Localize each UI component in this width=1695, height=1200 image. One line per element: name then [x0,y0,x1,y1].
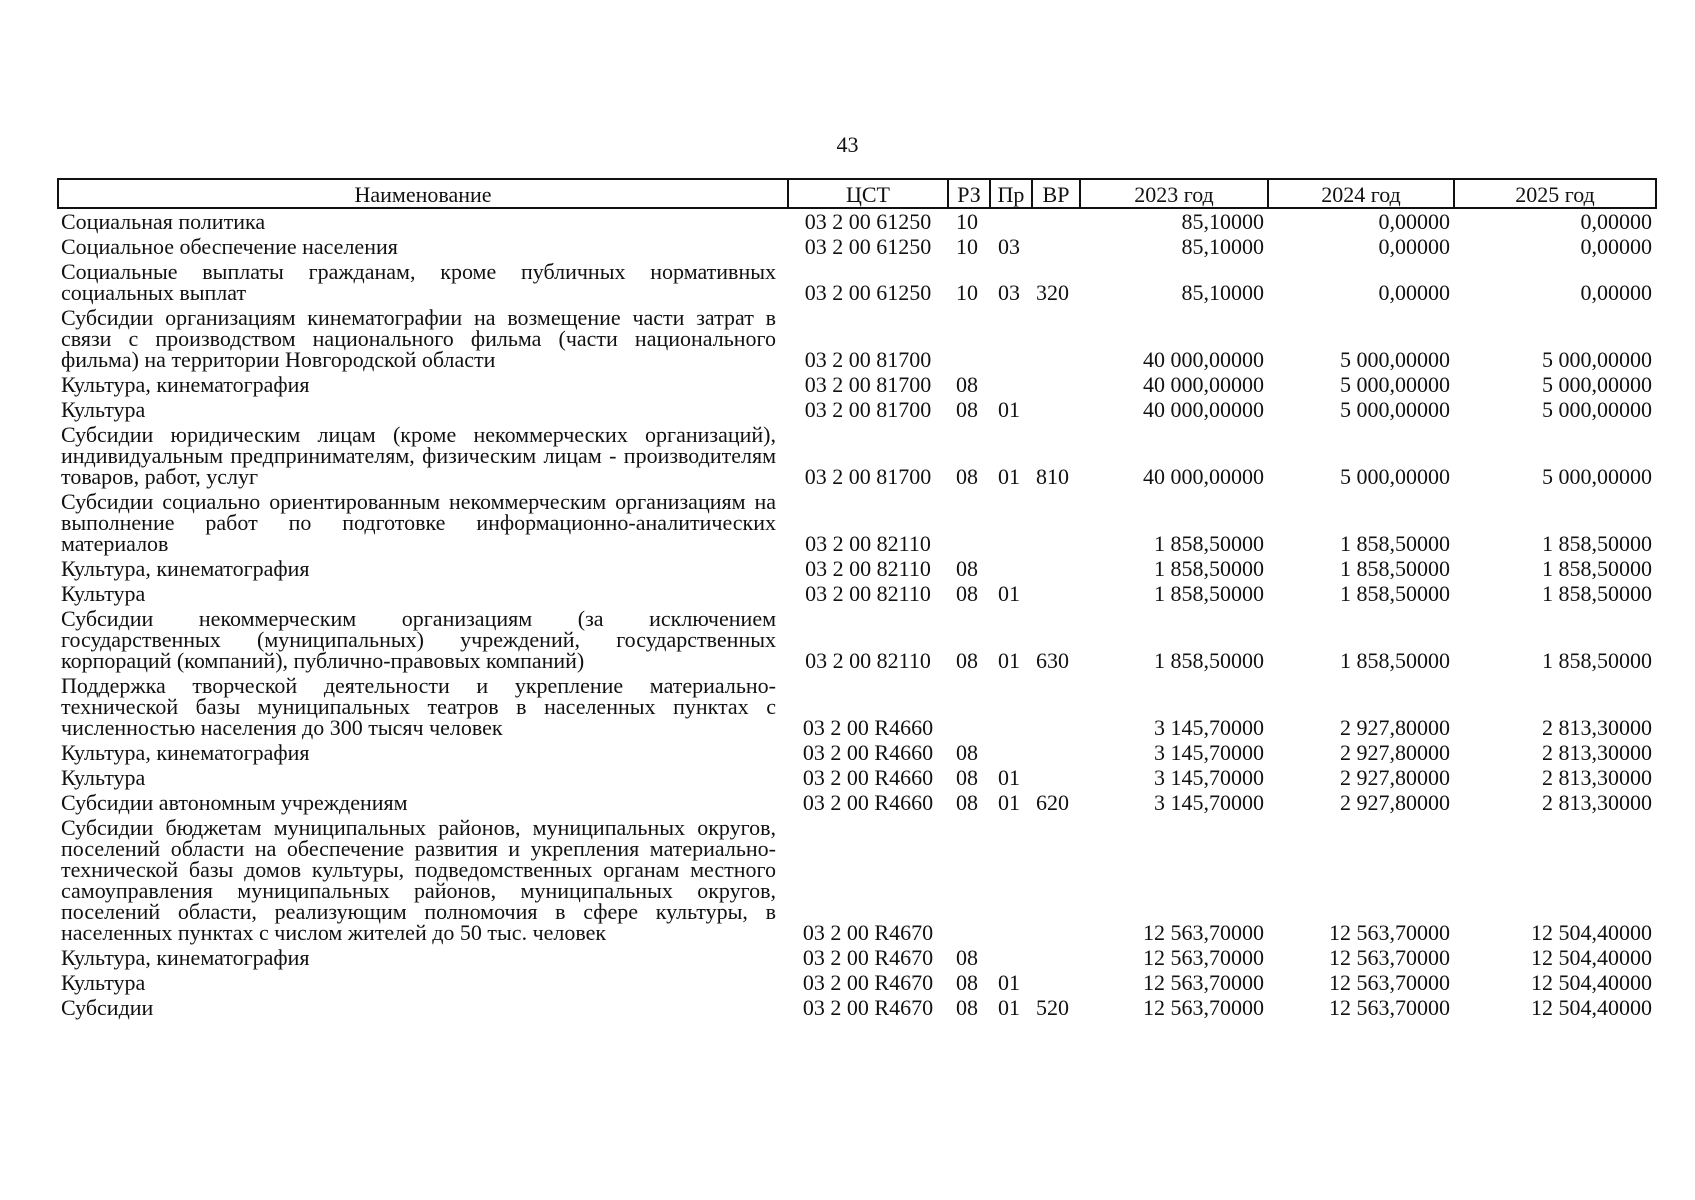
row-value-2025: 1 858,50000 [1542,581,1652,606]
row-name: Субсидии организациям кинематографии на возмещение части затрат в связи с производством национального фильма (части национального фильма) на территории Новгородской области [61,305,776,372]
row-value-2025: 5 000,00000 [1542,397,1652,422]
row-rz: 08 [956,970,978,995]
page-number: 43 [836,132,859,157]
row-rz: 08 [956,740,978,765]
row-value-2025: 2 813,30000 [1542,765,1652,790]
header-2023: 2023 год [1080,179,1268,208]
row-value-2023: 1 858,50000 [1154,581,1264,606]
row-pr: 01 [998,648,1020,673]
row-value-2025: 12 504,40000 [1531,995,1652,1020]
table-row [58,422,1656,489]
row-vr [1032,372,1080,397]
row-rz: 08 [956,648,978,673]
row-value-2023: 12 563,70000 [1143,920,1264,945]
row-rz: 08 [956,397,978,422]
row-value-2025: 1 858,50000 [1542,531,1652,556]
row-pr [990,740,1032,765]
row-value-2025: 0,00000 [1580,234,1652,259]
row-value-2023: 3 145,70000 [1154,790,1264,815]
row-name: Субсидии автономным учреждениям [61,790,408,815]
table-row [58,606,1656,673]
row-name: Субсидии юридическим лицам (кроме некоммерческих организаций), индивидуальным предпринимателям, физическим лицам - производителям товаров, работ, услуг [61,422,776,489]
row-vr [1032,234,1080,259]
row-value-2024: 12 563,70000 [1329,945,1450,970]
row-cst: 03 2 00 R4670 [802,945,934,970]
row-cst: 03 2 00 81700 [804,347,932,372]
row-value-2024: 0,00000 [1378,280,1450,305]
row-value-2023: 3 145,70000 [1154,740,1264,765]
row-pr [990,945,1032,970]
table-body [58,208,1656,1020]
row-name: Поддержка творческой деятельности и укрепление материально-технической базы муниципальных театров в населенных пунктах с численностью населения до 300 тысяч человек [61,673,776,740]
row-value-2024: 1 858,50000 [1340,581,1450,606]
row-value-2024: 5 000,00000 [1340,347,1450,372]
table-row [58,740,1656,765]
table-row [58,970,1656,995]
row-value-2025: 2 813,30000 [1542,715,1652,740]
row-value-2023: 1 858,50000 [1154,531,1264,556]
row-pr: 01 [998,464,1020,489]
header-pr: Пр [990,179,1032,208]
row-value-2025: 5 000,00000 [1542,464,1652,489]
header-vr: ВР [1032,179,1080,208]
budget-table [57,178,1657,1020]
row-cst: 03 2 00 R4670 [802,995,934,1020]
row-cst: 03 2 00 82110 [805,556,931,581]
row-pr: 01 [998,397,1020,422]
row-cst: 03 2 00 81700 [804,397,932,422]
row-value-2025: 0,00000 [1580,209,1652,234]
header-2025: 2025 год [1454,179,1656,208]
row-rz: 10 [956,234,978,259]
row-value-2023: 1 858,50000 [1154,556,1264,581]
row-rz [948,673,990,740]
table-header [58,179,1656,208]
row-value-2025: 1 858,50000 [1542,556,1652,581]
row-value-2024: 12 563,70000 [1329,920,1450,945]
row-rz: 08 [956,581,978,606]
row-value-2024: 0,00000 [1378,234,1450,259]
row-pr: 01 [998,581,1020,606]
table-row [58,489,1656,556]
row-value-2024: 1 858,50000 [1340,531,1450,556]
row-value-2024: 0,00000 [1378,209,1450,234]
table-row [58,305,1656,372]
row-name: Социальная политика [61,209,266,234]
row-pr: 01 [998,995,1020,1020]
row-value-2023: 40 000,00000 [1143,347,1264,372]
row-pr [990,372,1032,397]
table-row [58,259,1656,305]
row-name: Субсидии социально ориентированным некоммерческим организациям на выполнение работ по подготовке информационно-аналитических материалов [61,489,776,556]
row-vr [1032,970,1080,995]
row-vr: 630 [1036,648,1069,673]
row-cst: 03 2 00 R4670 [802,920,934,945]
table-row [58,234,1656,259]
table-row [58,673,1656,740]
table-row [58,765,1656,790]
row-value-2024: 1 858,50000 [1340,556,1450,581]
row-rz: 08 [956,372,978,397]
row-value-2023: 85,10000 [1181,209,1264,234]
table-row [58,995,1656,1020]
table-row [58,208,1656,234]
row-value-2024: 1 858,50000 [1340,648,1450,673]
row-value-2024: 2 927,80000 [1340,790,1450,815]
row-vr [1032,673,1080,740]
row-vr [1032,208,1080,234]
row-pr: 01 [998,970,1020,995]
row-vr [1032,305,1080,372]
row-value-2025: 5 000,00000 [1542,372,1652,397]
row-cst: 03 2 00 82110 [805,581,931,606]
header-rz: РЗ [948,179,990,208]
row-rz: 08 [956,464,978,489]
row-name: Социальные выплаты гражданам, кроме публичных нормативных социальных выплат [61,259,776,305]
row-value-2024: 12 563,70000 [1329,995,1450,1020]
row-name: Культура, кинематография [61,945,310,970]
table-row [58,397,1656,422]
row-pr [990,815,1032,945]
row-value-2024: 5 000,00000 [1340,372,1450,397]
header-2024: 2024 год [1268,179,1454,208]
row-vr [1032,765,1080,790]
row-rz: 10 [956,280,978,305]
row-rz: 08 [956,790,978,815]
row-vr [1032,397,1080,422]
row-value-2025: 12 504,40000 [1531,920,1652,945]
row-pr [990,208,1032,234]
row-name: Социальное обеспечение населения [61,234,398,259]
row-value-2023: 1 858,50000 [1154,648,1264,673]
table-row [58,556,1656,581]
row-name: Субсидии [61,995,154,1020]
row-vr: 620 [1036,790,1069,815]
table-row [58,945,1656,970]
row-value-2024: 2 927,80000 [1340,765,1450,790]
row-value-2024: 5 000,00000 [1340,464,1450,489]
row-value-2023: 3 145,70000 [1154,765,1264,790]
row-name: Культура [61,397,146,422]
row-cst: 03 2 00 81700 [804,464,932,489]
row-vr [1032,489,1080,556]
row-value-2025: 12 504,40000 [1531,970,1652,995]
row-pr: 01 [998,790,1020,815]
row-value-2023: 40 000,00000 [1143,397,1264,422]
table-row [58,372,1656,397]
row-name: Культура [61,765,146,790]
row-rz: 08 [956,995,978,1020]
row-pr: 01 [998,765,1020,790]
row-pr [990,489,1032,556]
row-value-2024: 2 927,80000 [1340,715,1450,740]
row-value-2025: 0,00000 [1580,280,1652,305]
row-name: Культура [61,581,146,606]
row-cst: 03 2 00 61250 [804,234,932,259]
row-cst: 03 2 00 61250 [804,280,932,305]
row-rz [948,305,990,372]
row-vr: 520 [1036,995,1069,1020]
row-vr: 320 [1036,280,1069,305]
row-pr: 03 [998,280,1020,305]
row-cst: 03 2 00 R4660 [802,765,934,790]
row-rz: 08 [956,765,978,790]
row-value-2024: 12 563,70000 [1329,970,1450,995]
row-value-2025: 5 000,00000 [1542,347,1652,372]
row-value-2024: 5 000,00000 [1340,397,1450,422]
row-cst: 03 2 00 R4660 [802,715,934,740]
row-value-2023: 12 563,70000 [1143,970,1264,995]
row-rz: 10 [956,209,978,234]
row-vr [1032,581,1080,606]
row-name: Субсидии бюджетам муниципальных районов, муниципальных округов, поселений области на обеспечение развития и укрепления материально-технической базы домов культуры, подведомственных органам местного самоуправления муниципальных районов, муниципальных округов, поселений области, реализующим полномочия в сфере культуры, в населенных пунктах с числом жителей до 50 тыс. человек [61,815,776,945]
row-cst: 03 2 00 61250 [804,209,932,234]
row-rz: 08 [956,556,978,581]
row-pr [990,673,1032,740]
row-rz: 08 [956,945,978,970]
row-name: Культура, кинематография [61,740,310,765]
table-row [58,790,1656,815]
row-rz [948,815,990,945]
row-vr [1032,815,1080,945]
row-cst: 03 2 00 82110 [805,531,931,556]
row-cst: 03 2 00 R4670 [802,970,934,995]
row-value-2023: 3 145,70000 [1154,715,1264,740]
row-value-2025: 2 813,30000 [1542,790,1652,815]
row-pr: 03 [998,234,1020,259]
header-cst: ЦСТ [788,179,948,208]
row-value-2025: 2 813,30000 [1542,740,1652,765]
row-cst: 03 2 00 82110 [805,648,931,673]
row-name: Культура, кинематография [61,372,310,397]
row-name: Культура, кинематография [61,556,310,581]
row-value-2025: 12 504,40000 [1531,945,1652,970]
row-vr [1032,945,1080,970]
row-vr [1032,556,1080,581]
row-cst: 03 2 00 R4660 [802,790,934,815]
row-value-2023: 85,10000 [1181,234,1264,259]
row-rz [948,489,990,556]
row-value-2025: 1 858,50000 [1542,648,1652,673]
header-name: Наименование [58,179,788,208]
row-name: Культура [61,970,146,995]
row-vr [1032,740,1080,765]
row-vr: 810 [1036,464,1069,489]
table-row [58,581,1656,606]
row-value-2023: 40 000,00000 [1143,464,1264,489]
row-pr [990,305,1032,372]
row-pr [990,556,1032,581]
row-value-2023: 12 563,70000 [1143,995,1264,1020]
row-value-2023: 12 563,70000 [1143,945,1264,970]
row-cst: 03 2 00 81700 [804,372,932,397]
row-cst: 03 2 00 R4660 [802,740,934,765]
row-value-2023: 40 000,00000 [1143,372,1264,397]
row-value-2024: 2 927,80000 [1340,740,1450,765]
row-value-2023: 85,10000 [1181,280,1264,305]
row-name: Субсидии некоммерческим организациям (за исключением государственных (муниципальных) учреждений, государственных корпораций (компаний), публично-правовых компаний) [61,606,776,673]
table-row [58,815,1656,945]
